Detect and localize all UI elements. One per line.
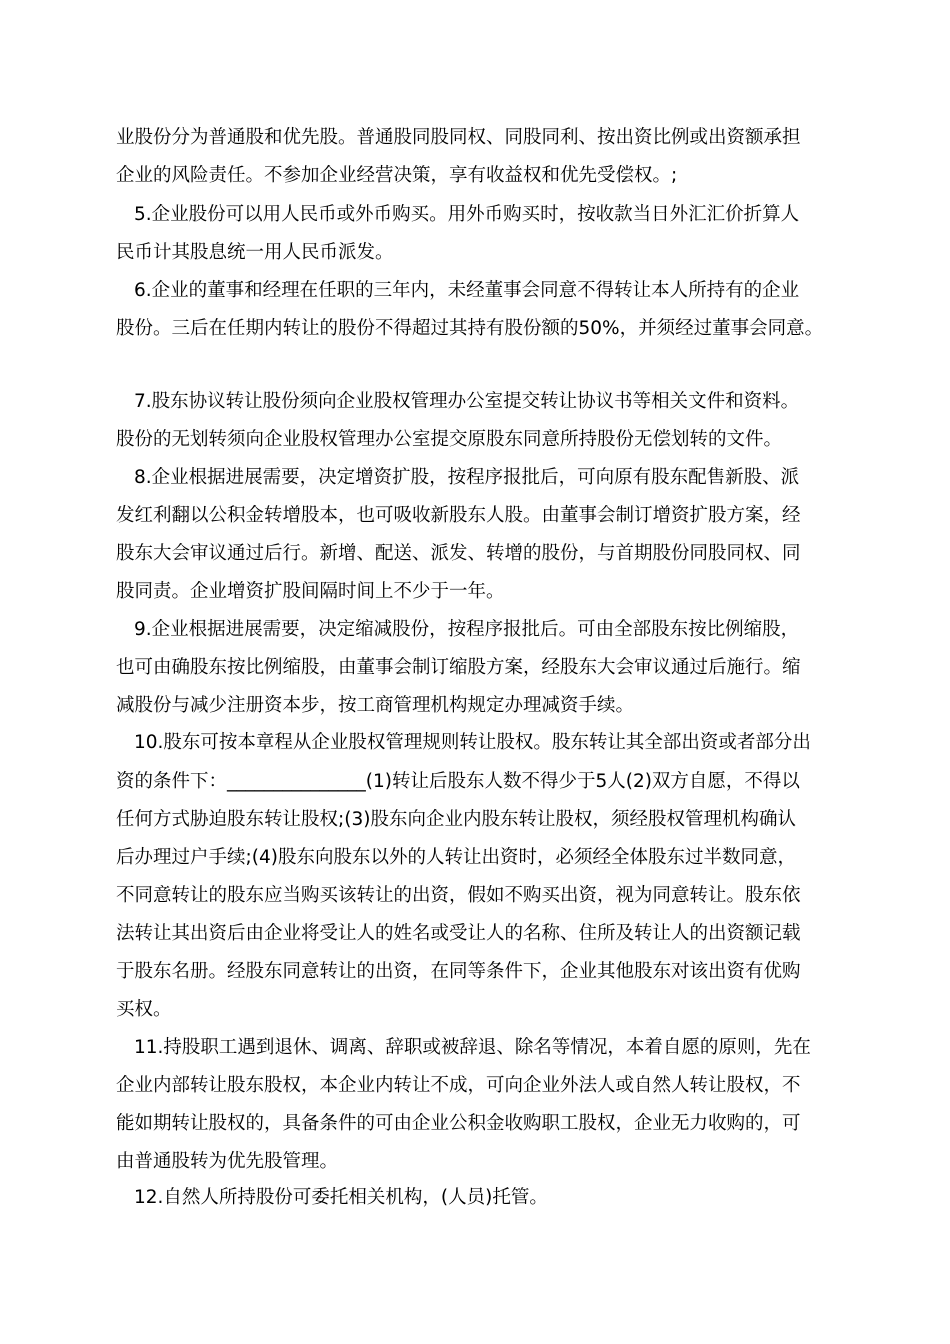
text-line: 业股份分为普通股和优先股。普通股同股同权、同股同利、按出资比例或出资额承担 — [116, 127, 801, 148]
text-line: 12.自然人所持股份可委托相关机构，(人员)托管。 — [134, 1187, 548, 1208]
text-line: 7.股东协议转让股份须向企业股权管理办公室提交转让协议书等相关文件和资料。 — [134, 391, 800, 412]
text-line: 能如期转让股权的，具备条件的可由企业公积金收购职工股权，企业无力收购的，可 — [116, 1113, 801, 1134]
text-line: 买权。 — [116, 999, 172, 1020]
text-line: 也可由确股东按比例缩股，由董事会制订缩股方案，经股东大会审议通过后施行。缩 — [116, 657, 801, 678]
text-line: 股份的无划转须向企业股权管理办公室提交原股东同意所持股份无偿划转的文件。 — [116, 429, 783, 450]
text-line: 9.企业根据进展需要，决定缩减股份，按程序报批后。可由全部股东按比例缩股， — [134, 619, 800, 640]
text-line: 于股东名册。经股东同意转让的出资，在同等条件下，企业其他股东对该出资有优购 — [116, 961, 801, 982]
text-line: 由普通股转为优先股管理。 — [116, 1151, 339, 1172]
text-line: 6.企业的董事和经理在任职的三年内，未经董事会同意不得转让本人所持有的企业 — [134, 280, 800, 301]
text-line: 后办理过户手续;(4)股东向股东以外的人转让出资时，必须经全体股东过半数同意， — [116, 847, 796, 868]
text-line: 民币计其股息统一用人民币派发。 — [116, 242, 394, 263]
text-line: 企业的风险责任。不参加企业经营决策，享有收益权和优先受偿权。; — [116, 165, 678, 186]
text-line: 减股份与减少注册资本步，按工商管理机构规定办理减资手续。 — [116, 695, 635, 716]
text-line: 8.企业根据进展需要，决定增资扩股，按程序报批后，可向原有股东配售新股、派 — [134, 467, 800, 488]
text-line: 11.持股职工遇到退休、调离、辞职或被辞退、除名等情况，本着自愿的原则，先在 — [134, 1037, 811, 1058]
text-line: 资的条件下：_______________(1)转让后股东人数不得少于5人(2)双方自愿，不得以 — [116, 771, 800, 792]
text-line: 10.股东可按本章程从企业股权管理规则转让股权。股东转让其全部出资或者部分出 — [134, 732, 811, 753]
text-line: 5.企业股份可以用人民币或外币购买。用外币购买时，按收款当日外汇汇价折算人 — [134, 204, 800, 225]
text-line: 法转让其出资后由企业将受让人的姓名或受让人的名称、住所及转让人的出资额记载 — [116, 923, 801, 944]
text-line: 任何方式胁迫股东转让股权;(3)股东向企业内股东转让股权，须经股权管理机构确认 — [116, 809, 796, 830]
text-line: 发红利翻以公积金转增股本，也可吸收新股东人股。由董事会制订增资扩股方案，经 — [116, 505, 801, 526]
text-line: 股份。三后在任期内转让的股份不得超过其持有股份额的50%，并须经过董事会同意。 — [116, 318, 824, 339]
text-line: 股同责。企业增资扩股间隔时间上不少于一年。 — [116, 581, 505, 602]
text-line: 股东大会审议通过后行。新增、配送、派发、转增的股份，与首期股份同股同权、同 — [116, 543, 801, 564]
text-line: 不同意转让的股东应当购买该转让的出资，假如不购买出资，视为同意转让。股东依 — [116, 885, 801, 906]
text-line: 企业内部转让股东股权，本企业内转让不成，可向企业外法人或自然人转让股权，不 — [116, 1075, 801, 1096]
